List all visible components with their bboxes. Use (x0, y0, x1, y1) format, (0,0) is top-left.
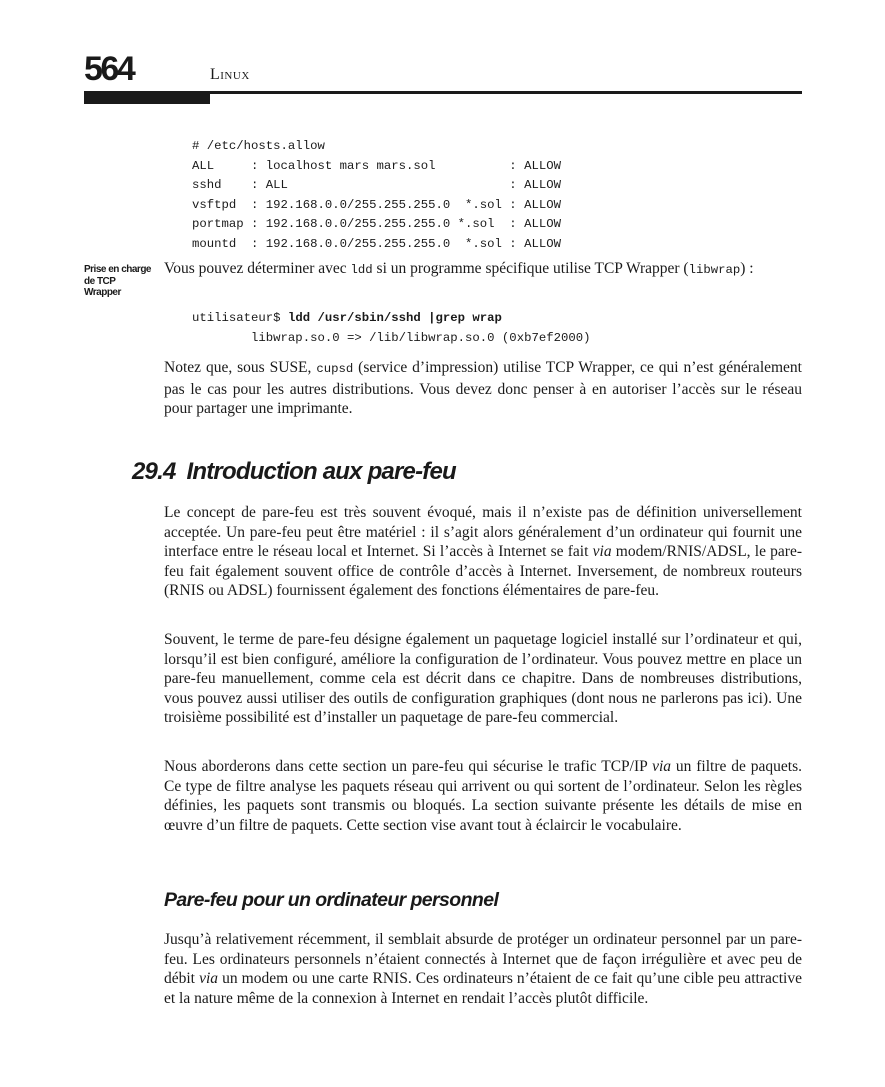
code-block-hosts-allow (192, 137, 561, 254)
paragraph-ldd: Vous pouvez déterminer avec ldd si un programme spécifique utilise TCP Wrapper (libwrap) : (164, 260, 754, 277)
code-line: portmap : 192.168.0.0/255.255.255.0 *.sol : ALLOW (192, 217, 561, 231)
code-line: sshd : ALL : ALLOW (192, 178, 561, 192)
header-rule-thick (84, 94, 210, 104)
running-title: Linux (210, 66, 250, 83)
code-line: mountd : 192.168.0.0/255.255.255.0 *.sol : ALLOW (192, 236, 561, 251)
margin-note (84, 264, 164, 299)
inline-code: ldd (350, 263, 373, 277)
paragraph-intro-1: Le concept de pare-feu est très souvent évoqué, mais il n’existe pas de définition universellement acceptée. Un pare-feu peut être matériel : il s’agit alors généralement d’un ordinateur qui fournit une interface entre le réseau local et Internet. Si l’accès à Internet se fait via modem/RNIS/ADSL, le pare-feu fait également souvent office de contrôle d’accès à Internet. Inversement, de nombreux routeurs (RNIS ou ADSL) fournissent également des fonctions élémentaires de pare-feu. (164, 504, 802, 599)
paragraph-intro-3: Nous aborderons dans cette section un pare-feu qui sécurise le trafic TCP/IP via un filtre de paquets. Ce type de filtre analyse les paquets réseau qui arrivent ou qui sortent de l’ordinateur. Selon les règles définies, les paquets sont transmis ou bloqués. La section suivante présente les détails de mise en œuvre d’un filtre de paquets. Cette section vise avant tout à éclaircir le vocabulaire. (164, 758, 802, 834)
code-prompt: utilisateur$ (192, 311, 288, 325)
paragraph-personal: Jusqu’à relativement récemment, il semblait absurde de protéger un ordinateur personnel par un pare-feu. Les ordinateurs personnels n’étaient connectés à Internet que de façon irrégulière et avec peu de débit via un modem ou une carte RNIS. Ces ordinateurs n’étaient de ce fait qu’une cible peu attractive et la nature même de la connexion à Internet en rendait l’accès plutôt difficile. (164, 931, 802, 1007)
code-command: ldd /usr/sbin/sshd |grep wrap (287, 311, 502, 325)
code-output: libwrap.so.0 => /lib/libwrap.so.0 (0xb7ef2000) (192, 330, 591, 345)
code-line: vsftpd : 192.168.0.0/255.255.255.0 *.sol : ALLOW (192, 197, 561, 212)
code-line: # /etc/hosts.allow (192, 139, 325, 153)
margin-note-line: Prise en charge (84, 264, 151, 275)
margin-note-line: de TCP (84, 275, 116, 287)
paragraph-suse: Notez que, sous SUSE, cupsd (service d’impression) utilise TCP Wrapper, ce qui n’est généralement pas le cas pour les autres distributions. Vous devez donc penser à en autoriser l’accès sur le réseau pour partager une imprimante. (164, 359, 802, 417)
inline-code: cupsd (316, 362, 354, 376)
section-title: Introduction aux pare-feu (186, 458, 456, 485)
inline-code: libwrap (688, 263, 741, 277)
code-block-ldd (192, 309, 590, 348)
page-number: 564 (84, 50, 134, 88)
section-number: 29.4 (132, 458, 176, 485)
page-header (0, 0, 885, 110)
margin-note-line: Wrapper (84, 287, 121, 298)
section-heading (132, 458, 456, 486)
code-line: ALL : localhost mars mars.sol : ALLOW (192, 158, 561, 173)
subsection-heading: Pare-feu pour un ordinateur personnel (164, 889, 499, 911)
paragraph-intro-2: Souvent, le terme de pare-feu désigne également un paquetage logiciel installé sur l’ordinateur et qui, lorsqu’il est bien configuré, améliore la configuration de l’ordinateur. Vous pouvez mettre en place un pare-feu manuellement, comme cela est décrit dans ce chapitre. Dans de nombreuses distributions, vous pouvez aussi utiliser des outils de configuration graphiques (dont nous ne parlerons pas ici). Une troisième possibilité est d’installer un paquetage de pare-feu commercial. (164, 631, 802, 726)
